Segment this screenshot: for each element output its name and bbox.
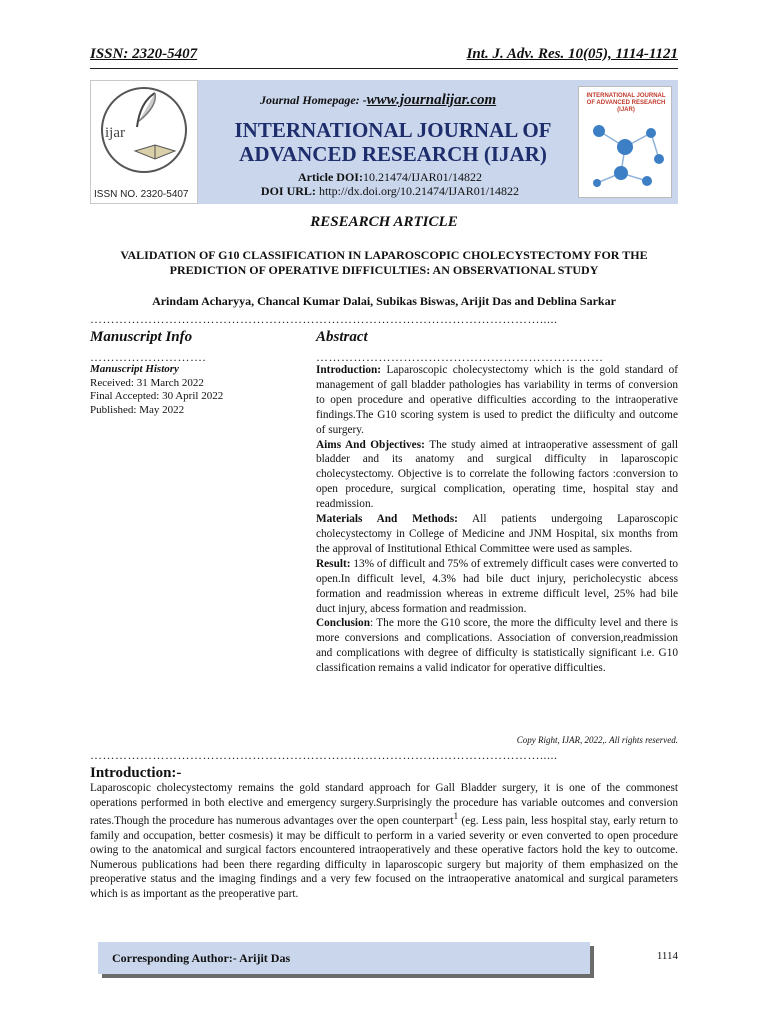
journal-cover-thumbnail (578, 86, 672, 198)
doi-label: Article DOI: (298, 170, 363, 184)
citation-superscript: 1 (453, 812, 459, 823)
manuscript-info-divider: ………………………. (90, 350, 206, 364)
doi-value: 10.21474/IJAR01/14822 (362, 170, 482, 184)
abstract-divider: …………………………………………………………… (316, 350, 604, 364)
issn-label: ISSN: 2320-5407 (90, 46, 198, 62)
abstract-aims (316, 438, 678, 513)
accepted-date: Final Accepted: 30 April 2022 (90, 390, 224, 402)
abstract-aims-text: The study aimed at intraoperative assessment of gall bladder and its anatomy and surgical difficulty in laparoscopic cholecystectomy. Objective is to correlate the following factors :conversion to open procedure, surgical complication, operating time, hospital stay and readmission. (316, 438, 679, 511)
divider-bottom: ………………………………………………………………………………………………..... (90, 748, 558, 762)
published-date: Published: May 2022 (90, 403, 185, 416)
abstract-result (316, 557, 678, 617)
abstract-heading: Abstract (316, 329, 368, 345)
journal-reference: Int. J. Adv. Res. 10(05), 1114-1121 (466, 46, 678, 62)
introduction-heading: Introduction:- (90, 765, 182, 781)
doi-block (220, 170, 560, 198)
article-type: RESEARCH ARTICLE (310, 214, 458, 230)
abstract-introduction (316, 363, 678, 438)
copyright-notice: Copy Right, IJAR, 2022,. All rights reserved. (516, 735, 678, 745)
abstract-result-text: 13% of difficult and 75% of extremely difficult cases were converted to open.In difficult level, 4.3% had bile duct injury, pericholecystic abcess formation and readmission whereas in extreme difficult level, 25% had bile duct injury, abcess formation and readmission. (316, 557, 678, 615)
journal-logo (90, 80, 198, 204)
intro-text-part1: Laparoscopic cholecystectomy remains the gold standard approach for Gall Bladder surgery, it is one of the commonest operations performed in both elective and emergency surgery.Surprisingly the procedure has variable outcomes and conversion rates.Though the procedure has numerous advantages over the open counterpart (90, 782, 678, 827)
introduction-paragraph (90, 781, 678, 902)
book-icon (133, 139, 177, 163)
abstract-body (316, 363, 678, 676)
running-header (90, 44, 678, 69)
abstract-methods-label: Materials And Methods: (316, 513, 458, 526)
abstract-conclusion-label: Conclusion (316, 617, 370, 630)
history-heading: Manuscript History (90, 363, 179, 375)
homepage-label: Journal Homepage: - (260, 93, 367, 107)
journal-banner (90, 80, 678, 204)
abstract-conclusion (316, 616, 678, 676)
received-date: Received: 31 March 2022 (90, 376, 204, 389)
abstract-aims-label: Aims And Objectives: (316, 438, 425, 451)
divider-top: ………………………………………………………………………………………………..... (90, 312, 558, 326)
abstract-methods-text: All patients undergoing Laparoscopic cholecystectomy in College of Medicine and JNM Hospital, six months from the approval of Institutional Ethical Committee were used as samples. (316, 513, 678, 555)
doi-url-label: DOI URL: (260, 184, 316, 198)
journal-title: INTERNATIONAL JOURNAL OF ADVANCED RESEARCH (IJAR) (234, 118, 552, 166)
logo-issn: ISSN NO. 2320-5407 (94, 189, 189, 200)
quill-icon (127, 91, 163, 131)
abstract-result-label: Result: (316, 557, 351, 570)
abstract-intro-label: Introduction: (316, 364, 382, 376)
page-number: 1114 (656, 950, 678, 962)
introduction-body (90, 781, 678, 902)
manuscript-history (90, 363, 223, 417)
abstract-intro-text: Laparoscopic cholecystectomy which is the gold standard of management of gall bladder pathologies has variability in terms of conversion to open procedure and operative difficulties according to the intraoperative findings.The G10 scoring system is used to predict the diificulty and outcome of surgery. (316, 364, 678, 436)
journal-homepage (260, 92, 496, 109)
doi-url-link[interactable]: http://dx.doi.org/10.21474/IJAR01/14822 (318, 184, 520, 198)
intro-text-part2: (eg. Less pain, less hospital stay, early return to family and occupation, better cosmesis) it may be difficult to perform in a varied severity or even converted to open procedure owing to the anatomical and surgical factors encountered intraoperatively and these operative factors hold the key to outcome. Numerous publications had been there regarding difficulty in laparoscopic surgery but majority of them emphasized on the preoperative status and the imaging findings and a very few focused on the intraoperative anatomical and surgical parameters which is as important as the preoperative part. (90, 814, 678, 900)
cover-title: INTERNATIONAL JOURNAL OF ADVANCED RESEARCH (IJAR) (586, 93, 666, 113)
homepage-link[interactable]: www.journalijar.com (366, 92, 497, 108)
article-title: VALIDATION OF G10 CLASSIFICATION IN LAPAROSCOPIC CHOLECYSTECTOMY FOR THE PREDICTION OF OPERATIVE DIFFICULTIES: AN OBSERVATIONAL STUDY (120, 248, 648, 277)
abstract-conclusion-text: : The more the G10 score, the more the difficulty level and there is more conversions and complications. Association of conversion,readmission and complications with degree of difficulty is statistically significant i.e. G10 classification remains a valid indicator for operative difficulties. (316, 617, 678, 675)
manuscript-info-heading: Manuscript Info (90, 329, 193, 345)
corresponding-author-box (98, 942, 590, 974)
logo-text: ijar (105, 125, 125, 141)
article-authors: Arindam Acharyya, Chancal Kumar Dalai, Subikas Biswas, Arijit Das and Deblina Sarkar (152, 294, 616, 308)
molecule-icon (585, 111, 667, 195)
abstract-methods (316, 512, 678, 557)
corresponding-author: Corresponding Author:- Arijit Das (112, 951, 291, 965)
